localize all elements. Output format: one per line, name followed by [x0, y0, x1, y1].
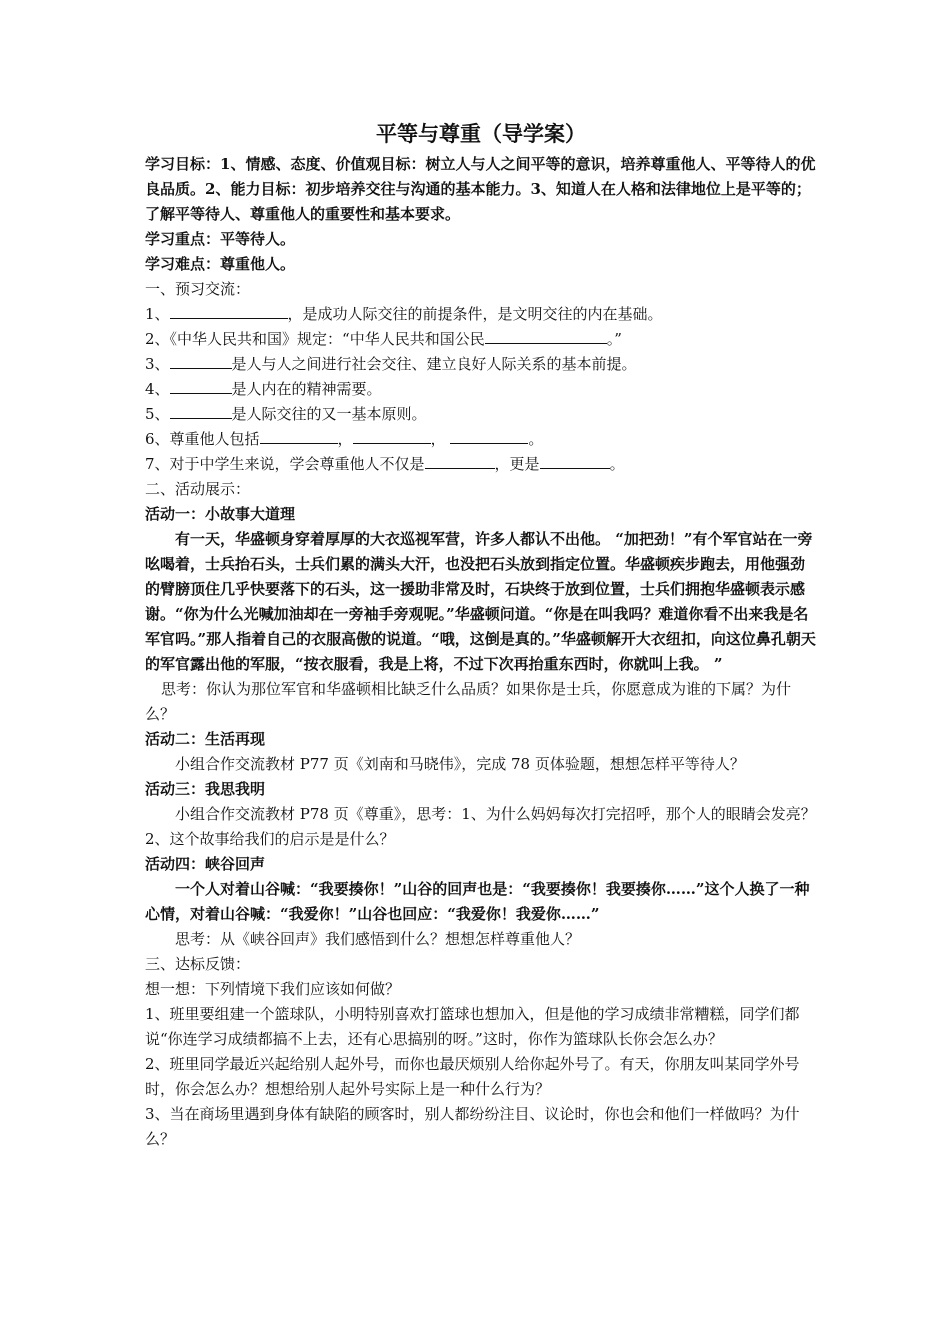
activity-2-text: 小组合作交流教材 P77 页《刘南和马晓伟》，完成 78 页体验题，想想怎样平等待人？: [175, 755, 745, 773]
answer-blank[interactable]: [170, 377, 232, 394]
q6-prefix: 6、尊重他人包括: [145, 430, 260, 448]
question-3: [145, 352, 817, 377]
learning-objectives: 学习目标：1、情感、态度、价值观目标：树立人与人之间平等的意识，培养尊重他人、平等待人的优良品质。2、能力目标：初步培养交往与沟通的基本能力。3、知道人在人格和法律地位上是平等的；了解平等待人、尊重他人的重要性和基本要求。: [145, 155, 816, 223]
activity-1-question: 思考：你认为那位军官和华盛顿相比缺乏什么品质？如果你是士兵，你愿意成为谁的下属？为什么？: [145, 680, 792, 723]
answer-blank[interactable]: [450, 427, 528, 444]
activity-4-title: 活动四：峡谷回声: [145, 855, 266, 873]
q1-prefix: 1、: [145, 305, 170, 323]
q6-separator: ，: [430, 430, 446, 448]
q4-prefix: 4、: [145, 380, 170, 398]
question-6: [145, 427, 817, 452]
q5-prefix: 5、: [145, 405, 170, 423]
q3-prefix: 3、: [145, 355, 170, 373]
question-4: [145, 377, 817, 402]
answer-blank[interactable]: [170, 352, 232, 369]
answer-blank[interactable]: [540, 452, 610, 469]
activity-1-title: 活动一：小故事大道理: [145, 505, 296, 523]
q7-middle: ，更是: [494, 455, 540, 473]
scenario-2: 2、班里同学最近兴起给别人起外号，而你也最厌烦别人给你起外号了。有天，你朋友叫某同学外号时，你会怎么办？想想给别人起外号实际上是一种什么行为？: [145, 1055, 800, 1098]
answer-blank[interactable]: [170, 302, 288, 319]
answer-blank[interactable]: [485, 327, 607, 344]
question-2: [145, 327, 817, 352]
q2-prefix: 2、《中华人民共和国》规定：“中华人民共和国公民: [145, 330, 485, 348]
worksheet-page: [145, 118, 817, 1152]
activity-3-title: 活动三：我思我明: [145, 780, 266, 798]
answer-blank[interactable]: [425, 452, 495, 469]
answer-blank[interactable]: [260, 427, 338, 444]
scenario-1: 1、班里要组建一个篮球队，小明特别喜欢打篮球也想加入，但是他的学习成绩非常糟糕，同学们都说“你连学习成绩都搞不上去，还有心思搞别的呀。”这时，你作为篮球队长你会怎么办？: [145, 1005, 800, 1048]
q7-prefix: 7、对于中学生来说，学会尊重他人不仅是: [145, 455, 425, 473]
q2-suffix: 。”: [606, 330, 622, 348]
answer-blank[interactable]: [353, 427, 431, 444]
answer-blank[interactable]: [170, 402, 232, 419]
q5-suffix: 是人际交往的又一基本原则。: [231, 405, 427, 423]
question-1: [145, 302, 817, 327]
q4-suffix: 是人内在的精神需要。: [231, 380, 382, 398]
think-prompt: 想一想：下列情境下我们应该如何做？: [145, 980, 401, 998]
question-7: [145, 452, 817, 477]
q6-suffix: 。: [528, 430, 544, 448]
section-feedback-heading: 三、达标反馈：: [145, 955, 251, 973]
difficulty-point: 学习难点：尊重他人。: [145, 255, 296, 273]
question-5: [145, 402, 817, 427]
q6-separator: ，: [337, 430, 353, 448]
q7-suffix: 。: [609, 455, 625, 473]
activity-3-text: 小组合作交流教材 P78 页《尊重》，思考：1、为什么妈妈每次打完招呼，那个人的眼睛会发亮？2、这个故事给我们的启示是是什么？: [145, 805, 816, 848]
section-activities-heading: 二、活动展示：: [145, 480, 251, 498]
q3-suffix: 是人与人之间进行社会交往、建立良好人际关系的基本前提。: [231, 355, 637, 373]
section-preview-heading: 一、预习交流：: [145, 280, 251, 298]
key-point: 学习重点：平等待人。: [145, 230, 296, 248]
activity-4-question: 思考：从《峡谷回声》我们感悟到什么？想想怎样尊重他人？: [175, 930, 581, 948]
page-title: 平等与尊重（导学案）: [376, 121, 586, 146]
activity-1-story: 有一天，华盛顿身穿着厚厚的大衣巡视军营，许多人都认不出他。 “加把劲！”有个军官站在一旁吆喝着，士兵抬石头，士兵们累的满头大汗，也没把石头放到指定位置。华盛顿疾步跑去，用他强劲的臂膀顶住几乎快要落下的石头，这一援助非常及时，石块终于放到位置，士兵们拥抱华盛顿表示感谢。“你为什么光喊加油却在一旁袖手旁观呢。”华盛顿问道。“你是在叫我吗？难道你看不出来我是名军官吗。”那人指着自己的衣服高傲的说道。“哦，这倒是真的。”华盛顿解开大衣纽扣，向这位鼻孔朝天的军官露出他的军服，“按衣服看，我是上将，不过下次再抬重东西时，你就叫上我。 ”: [145, 530, 816, 673]
scenario-3: 3、当在商场里遇到身体有缺陷的顾客时，别人都纷纷注目、议论时，你也会和他们一样做吗？为什么？: [145, 1105, 800, 1148]
activity-4-story: 一个人对着山谷喊：“我要揍你！”山谷的回声也是：“我要揍你！我要揍你……”这个人换了一种心情，对着山谷喊：“我爱你！”山谷也回应：“我爱你！我爱你……”: [145, 880, 810, 923]
activity-2-title: 活动二：生活再现: [145, 730, 266, 748]
q1-suffix: ，是成功人际交往的前提条件，是文明交往的内在基础。: [287, 305, 663, 323]
